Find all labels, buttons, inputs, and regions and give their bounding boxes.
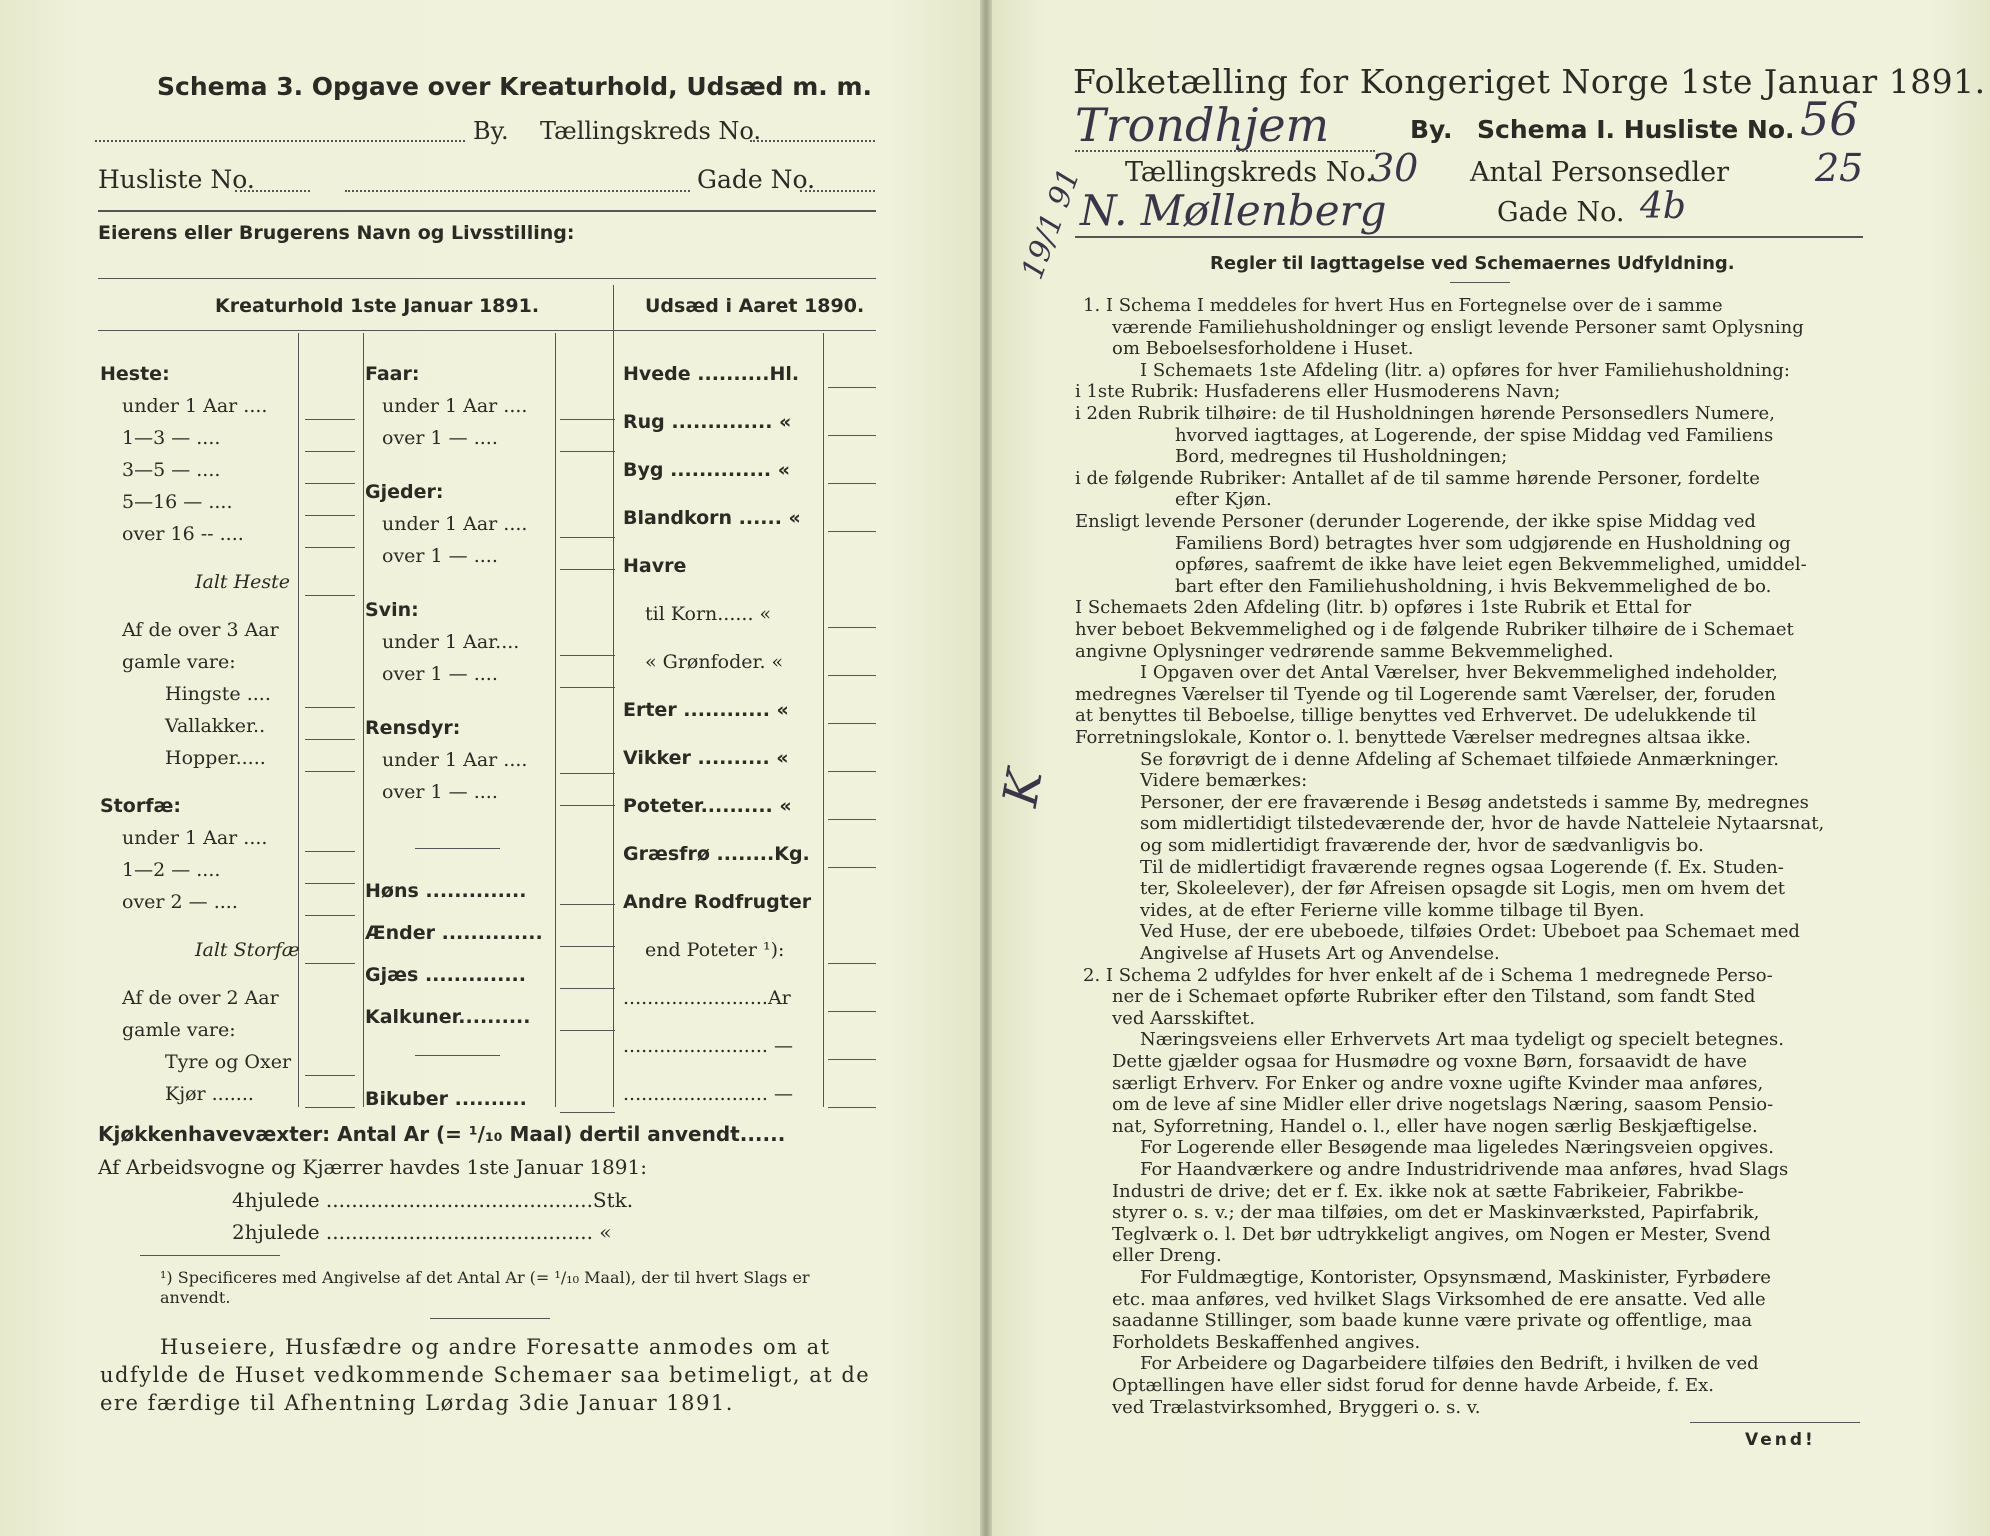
footnote: ¹) Specificeres med Angivelse af det Antal Ar (= ¹/₁₀ Maal), der til hvert Slags er anvendt.: [160, 1268, 810, 1307]
livestock-row-label: Ialt Storfæ: [195, 939, 300, 961]
rule-line: nat, Syforretning, Handel o. l., eller have nogen særlig Beskjæftigelse.: [1112, 1115, 1758, 1137]
rule-line: Ved Huse, der ere ubeboede, tilføies Ordet: Ubeboet paa Schemaet med: [1140, 921, 1800, 943]
seed-answer-line: [828, 387, 876, 388]
seed-row-label: Byg .............. «: [623, 459, 791, 481]
livestock-row-label: Af de over 2 Aar: [122, 987, 279, 1009]
rule-line: Se forøvrigt de i denne Afdeling af Schemaet tilføiede Anmærkninger.: [1140, 748, 1779, 770]
husliste-handwritten: 56: [1800, 92, 1859, 146]
rule-line: værende Familiehusholdninger og ensligt levende Personer samt Oplysning: [1112, 316, 1804, 338]
rule-line: Teglværk o. l. Det bør udtrykkeligt angives, om Nogen er Mester, Svend: [1112, 1223, 1771, 1245]
livestock2-row-label: over 1 — ....: [382, 545, 498, 567]
livestock2-row-label: over 1 — ....: [382, 663, 498, 685]
seed-answer-line: [828, 627, 876, 628]
gade-field[interactable]: [800, 168, 875, 190]
rule-line: Familiens Bord) betragtes hver som udgjørende en Husholdning og: [1175, 532, 1791, 554]
livestock-answer-line: [305, 451, 355, 452]
gade-handwritten: 4b: [1640, 186, 1686, 227]
livestock-row-label: Hingste ....: [165, 683, 271, 705]
rule-line: opføres, saafremt de ikke have leiet egen Bekvemmelighed, umiddel-: [1175, 554, 1807, 576]
seed-row-label: Rug .............. «: [623, 411, 792, 433]
city-field[interactable]: [95, 118, 465, 140]
seed-row-label: ........................Ar: [623, 987, 791, 1009]
livestock-row-label: under 1 Aar ....: [122, 827, 268, 849]
by-label: By.: [473, 117, 509, 145]
rule-line: etc. maa anføres, ved hvilket Slags Virksomhed de ere ansatte. Ved alle: [1112, 1288, 1766, 1310]
rule-line: Industri de drive; det er f. Ex. ikke nok at sætte Fabrikeier, Fabrikbe-: [1112, 1180, 1744, 1202]
livestock-row-label: Kjør .......: [165, 1083, 254, 1105]
rule-line: 1. I Schema I meddeles for hvert Hus en Fortegnelse over de i samme: [1083, 295, 1723, 316]
livestock2-answer-line: [560, 419, 615, 420]
rule-line: ved Aarsskiftet.: [1112, 1007, 1256, 1029]
seed-row-label: Poteter.......... «: [623, 795, 792, 817]
rule-line: eller Dreng.: [1112, 1245, 1222, 1267]
rule-line: styrer o. s. v.; der maa tilføies, om det er Maskinværksted, Papirfabrik,: [1112, 1202, 1760, 1224]
vend-label: Vend!: [1745, 1430, 1816, 1450]
schema1-label: Schema I. Husliste No.: [1477, 115, 1795, 144]
rules-title-rule: [1450, 282, 1510, 283]
section-divider: [613, 285, 614, 1107]
rule-line: For Fuldmægtige, Kontorister, Opsynsmænd, Maskinister, Fyrbødere: [1140, 1267, 1771, 1288]
rule-line: I Schemaets 2den Afdeling (litr. b) opføres i 1ste Rubrik et Ettal for: [1075, 597, 1692, 619]
margin-date-handwritten: 19/1 91: [1015, 163, 1088, 284]
livestock-row-label: gamle vare:: [122, 651, 236, 673]
notice-line-2: udfylde de Huset vedkommende Schemaer saa betimeligt, at de: [100, 1363, 871, 1387]
rule-line: om de leve af sine Midler eller drive nogetslags Næring, saasom Pensio-: [1112, 1094, 1774, 1116]
seed-row-label: til Korn...... «: [645, 603, 772, 625]
livestock-row-label: 5—16 — ....: [122, 491, 233, 513]
seed-answer-line: [828, 435, 876, 436]
seed-row-label: Andre Rodfrugter: [623, 891, 812, 913]
twowheel-text: 2hjulede .......................................... «: [232, 1220, 612, 1244]
city-line: [1075, 150, 1375, 152]
seed-answer-line: [828, 531, 876, 532]
rule-line: Angivelse af Husets Art og Anvendelse.: [1140, 943, 1500, 964]
livestock2-row-label: over 1 — ....: [382, 427, 498, 449]
col1-divider: [298, 333, 299, 1107]
seed-answer-line: [828, 675, 876, 676]
husliste-field[interactable]: [235, 168, 310, 190]
livestock-answer-line: [305, 771, 355, 772]
livestock-row-label: 1—2 — ....: [122, 859, 221, 881]
livestock-row-label: Af de over 3 Aar: [122, 619, 279, 641]
rule-line: Dette gjælder ogsaa for Husmødre og voxne Børn, forsaavidt de have: [1112, 1051, 1747, 1072]
livestock2-row-label: under 1 Aar....: [382, 631, 520, 653]
livestock2-row-label: Faar:: [365, 363, 420, 385]
vend-rule: [1690, 1422, 1860, 1423]
livestock-row-label: over 16 -- ....: [122, 523, 244, 545]
footnote-rule: [140, 1255, 280, 1256]
col4-divider: [823, 333, 824, 1107]
livestock-answer-line: [305, 739, 355, 740]
kjokkenhave-text: Kjøkkenhavevæxter: Antal Ar (= ¹/₁₀ Maal) dertil anvendt......: [98, 1122, 786, 1146]
table-header-rule: [98, 330, 876, 331]
livestock2-row-label: under 1 Aar ....: [382, 749, 528, 771]
livestock2-answer-line: [560, 569, 615, 570]
livestock2-answer-line: [560, 904, 615, 905]
rule-line: For Haandværkere og andre Industridrivende maa anføres, hvad Slags: [1140, 1159, 1789, 1180]
livestock-answer-line: [305, 915, 355, 916]
livestock-row-label: Storfæ:: [100, 795, 181, 817]
seed-answer-line: [828, 1011, 876, 1012]
livestock-answer-line: [305, 515, 355, 516]
livestock2-row-label: under 1 Aar ....: [382, 395, 528, 417]
livestock2-answer-line: [560, 655, 615, 656]
rule-line: For Logerende eller Besøgende maa ligeledes Næringsveien opgives.: [1140, 1137, 1774, 1159]
livestock2-row-label: Svin:: [365, 599, 419, 621]
livestock-answer-line: [305, 1107, 355, 1108]
livestock2-row-label: Rensdyr:: [365, 717, 461, 739]
seed-row-label: Græsfrø ........Kg.: [623, 843, 810, 865]
rule-line: Ensligt levende Personer (derunder Logerende, der ikke spise Middag ved: [1075, 511, 1756, 532]
rule-line: Forretningslokale, Kontor o. l. benyttede Værelser medregnes altsaa ikke.: [1075, 727, 1751, 748]
seed-row-label: ........................ —: [623, 1035, 793, 1057]
husliste-label: Husliste No.: [98, 165, 255, 194]
livestock-row-label: gamle vare:: [122, 1019, 236, 1041]
livestock-row-label: under 1 Aar ....: [122, 395, 268, 417]
rule-line: vides, at de efter Ferierne ville komme tilbage til Byen.: [1140, 899, 1645, 921]
rule-line: I Opgaven over det Antal Værelser, hver Bekvemmelighed indeholder,: [1140, 662, 1778, 684]
seed-answer-line: [828, 1059, 876, 1060]
col2-divider: [363, 333, 364, 1107]
taellingskreds-label: Tællingskreds No.: [540, 117, 762, 145]
census-title: Folketælling for Kongeriget Norge 1ste Januar 1891.: [1073, 62, 1986, 101]
table-top-rule: [98, 278, 876, 279]
livestock-answer-line: [305, 963, 355, 964]
rule-line: I Schemaets 1ste Afdeling (litr. a) opføres for hver Familiehusholdning:: [1140, 359, 1790, 381]
livestock2-answer-line: [560, 773, 615, 774]
by-label-right: By.: [1410, 115, 1453, 144]
rule-line: Næringsveiens eller Erhvervets Art maa tydeligt og specielt betegnes.: [1140, 1029, 1784, 1051]
street-handwritten: N. Møllenberg: [1080, 186, 1387, 235]
schema3-title: Schema 3. Opgave over Kreaturhold, Udsæd m. m.: [157, 72, 873, 101]
seed-answer-line: [828, 1107, 876, 1108]
seed-answer-line: [828, 963, 876, 964]
rule-line: i 1ste Rubrik: Husfaderens eller Husmoderens Navn;: [1075, 381, 1561, 403]
notice-line-1: Huseiere, Husfædre og andre Foresatte anmodes om at: [160, 1335, 831, 1359]
seed-row-label: Blandkorn ...... «: [623, 507, 801, 529]
notice-rule: [430, 1318, 550, 1319]
notice-line-3: ere færdige til Afhentning Lørdag 3die Januar 1891.: [100, 1391, 734, 1415]
livestock-answer-line: [305, 851, 355, 852]
gade-label: Gade No.: [697, 165, 816, 194]
rule-line: ner de i Schemaet opførte Rubriker efter den Tilstand, som fandt Sted: [1112, 986, 1756, 1008]
livestock2-answer-line: [560, 451, 615, 452]
divider-line: [415, 1055, 500, 1056]
rule-line: i 2den Rubrik tilhøire: de til Husholdningen hørende Personsedlers Numere,: [1075, 403, 1775, 424]
livestock2-answer-line: [560, 1030, 615, 1031]
rule-line: Til de midlertidigt fraværende regnes ogsaa Logerende (f. Ex. Studen-: [1140, 856, 1784, 878]
city-handwritten: Trondhjem: [1075, 98, 1330, 152]
rule-line: at benyttes til Beboelse, tillige benyttes ved Erhvervet. De udelukkende til: [1075, 705, 1757, 727]
seed-row-label: « Grønfoder. «: [645, 651, 784, 673]
seed-row-label: Hvede ..........Hl.: [623, 363, 800, 385]
rule-line: medregnes Værelser til Tyende og til Logerende samt Værelser, der, foruden: [1075, 683, 1776, 705]
rule-line: Optællingen have eller sidst forud for denne havde Arbeide, f. Ex.: [1112, 1375, 1715, 1396]
livestock-row-label: 3—5 — ....: [122, 459, 221, 481]
seed-answer-line: [828, 867, 876, 868]
seed-answer-line: [828, 771, 876, 772]
livestock-answer-line: [305, 547, 355, 548]
livestock2-row-label: under 1 Aar ....: [382, 513, 528, 535]
rule-line: Bord, medregnes til Husholdningen;: [1175, 446, 1508, 468]
livestock2-answer-line: [560, 1112, 615, 1113]
seed-row-label: ........................ —: [623, 1083, 793, 1105]
livestock2-row-label: Ænder ..............: [365, 922, 543, 944]
livestock2-row-label: over 1 — ....: [382, 781, 498, 803]
rule-line: som midlertidigt tilstedeværende der, hvor de havde Natteleie Nytaarsnat,: [1140, 813, 1825, 835]
taell-label-right: Tællingskreds No.: [1125, 157, 1374, 188]
col3-divider: [555, 333, 556, 1107]
street-field[interactable]: [345, 168, 690, 190]
taell-handwritten: 30: [1370, 146, 1419, 190]
margin-mark-handwritten: K: [992, 765, 1054, 811]
right-header-rule: [1075, 236, 1863, 238]
livestock-row-label: Vallakker..: [165, 715, 266, 737]
livestock2-answer-line: [560, 805, 615, 806]
seed-answer-line: [828, 723, 876, 724]
livestock-answer-line: [305, 419, 355, 420]
rule-line: i de følgende Rubriker: Antallet af de til samme hørende Personer, fordelte: [1075, 467, 1760, 489]
livestock2-answer-line: [560, 537, 615, 538]
seed-row-label: Havre: [623, 555, 687, 577]
rule-line: saadanne Stillinger, som baade kunne være private og offentlige, maa: [1112, 1310, 1753, 1332]
livestock-answer-line: [305, 707, 355, 708]
rule-line: 2. I Schema 2 udfyldes for hver enkelt af de i Schema 1 medregnede Perso-: [1083, 964, 1773, 986]
livestock2-row-label: Gjeder:: [365, 481, 444, 503]
seed-row-label: Erter ............ «: [623, 699, 789, 721]
livestock-row-label: 1—3 — ....: [122, 427, 221, 449]
seed-row-label: Vikker .......... «: [623, 747, 789, 769]
livestock2-row-label: Gjæs ..............: [365, 964, 526, 986]
seed-answer-line: [828, 819, 876, 820]
rule-line: og som midlertidigt fraværende der, hvor de sædvanligvis bo.: [1140, 835, 1704, 856]
rule-line: angivne Oplysninger vedrørende samme Bekvemmelighed.: [1075, 640, 1614, 662]
rule-line: efter Kjøn.: [1175, 489, 1272, 511]
livestock2-row-label: Bikuber ..........: [365, 1088, 527, 1110]
divider-line: [415, 848, 500, 849]
rule-line: Personer, der ere fraværende i Besøg andetsteds i samme By, medregnes: [1140, 791, 1809, 813]
livestock-row-label: Tyre og Oxer: [165, 1051, 292, 1073]
udsaed-header: Udsæd i Aaret 1890.: [645, 295, 865, 317]
seed-row-label: end Poteter ¹):: [645, 939, 785, 961]
livestock-answer-line: [305, 883, 355, 884]
rule-line: hvorved iagttages, at Logerende, der spise Middag ved Familiens: [1175, 424, 1774, 446]
seed-answer-line: [828, 483, 876, 484]
rule-line: særligt Erhverv. For Enker og andre voxne ugifte Kvinder maa anføres,: [1112, 1072, 1764, 1094]
livestock2-row-label: Høns ..............: [365, 880, 527, 902]
fourwheel-text: 4hjulede ..........................................Stk.: [232, 1188, 634, 1212]
livestock2-answer-line: [560, 946, 615, 947]
taellingskreds-field[interactable]: [750, 118, 875, 140]
rule-line: Videre bemærkes:: [1140, 770, 1308, 792]
header-rule: [98, 210, 876, 212]
livestock-row-label: Hopper.....: [165, 747, 266, 769]
page-fold: [980, 0, 992, 1536]
kjokkenhave-line: [98, 1122, 785, 1146]
rule-line: hver beboet Bekvemmelighed og i de følgende Rubriker tilhøire de i Schemaet: [1075, 619, 1794, 640]
arbeidsvogne-text: Af Arbeidsvogne og Kjærrer havdes 1ste Januar 1891:: [98, 1155, 647, 1179]
livestock-row-label: Heste:: [100, 363, 170, 385]
rule-line: bart efter den Familiehusholdning, i hvis Bekvemmelighed de bo.: [1175, 575, 1772, 597]
rule-line: om Beboelsesforholdene i Huset.: [1112, 338, 1414, 360]
livestock2-answer-line: [560, 687, 615, 688]
rule-line: ter, Skoleelever), der før Afreisen opsagde sit Logis, men om hvem det: [1140, 878, 1786, 900]
antal-label: Antal Personsedler: [1470, 157, 1730, 188]
rule-line: Forholdets Beskaffenhed angives.: [1112, 1331, 1421, 1353]
gade-label-right: Gade No.: [1497, 197, 1625, 228]
livestock2-row-label: Kalkuner..........: [365, 1006, 531, 1028]
rule-line: ved Trælastvirksomhed, Bryggeri o. s. v.: [1112, 1396, 1481, 1418]
livestock-row-label: over 2 — ....: [122, 891, 238, 913]
livestock2-answer-line: [560, 988, 615, 989]
antal-handwritten: 25: [1815, 146, 1864, 190]
livestock-row-label: Ialt Heste: [195, 571, 291, 593]
rules-title: Regler til Iagttagelse ved Schemaernes Udfyldning.: [1210, 253, 1735, 274]
rule-line: For Arbeidere og Dagarbeidere tilføies den Bedrift, i hvilken de ved: [1140, 1353, 1759, 1375]
livestock-answer-line: [305, 1075, 355, 1076]
livestock-answer-line: [305, 483, 355, 484]
owner-label: Eierens eller Brugerens Navn og Livsstilling:: [98, 222, 575, 244]
kreaturhold-header: Kreaturhold 1ste Januar 1891.: [215, 295, 540, 317]
livestock-answer-line: [305, 595, 355, 596]
